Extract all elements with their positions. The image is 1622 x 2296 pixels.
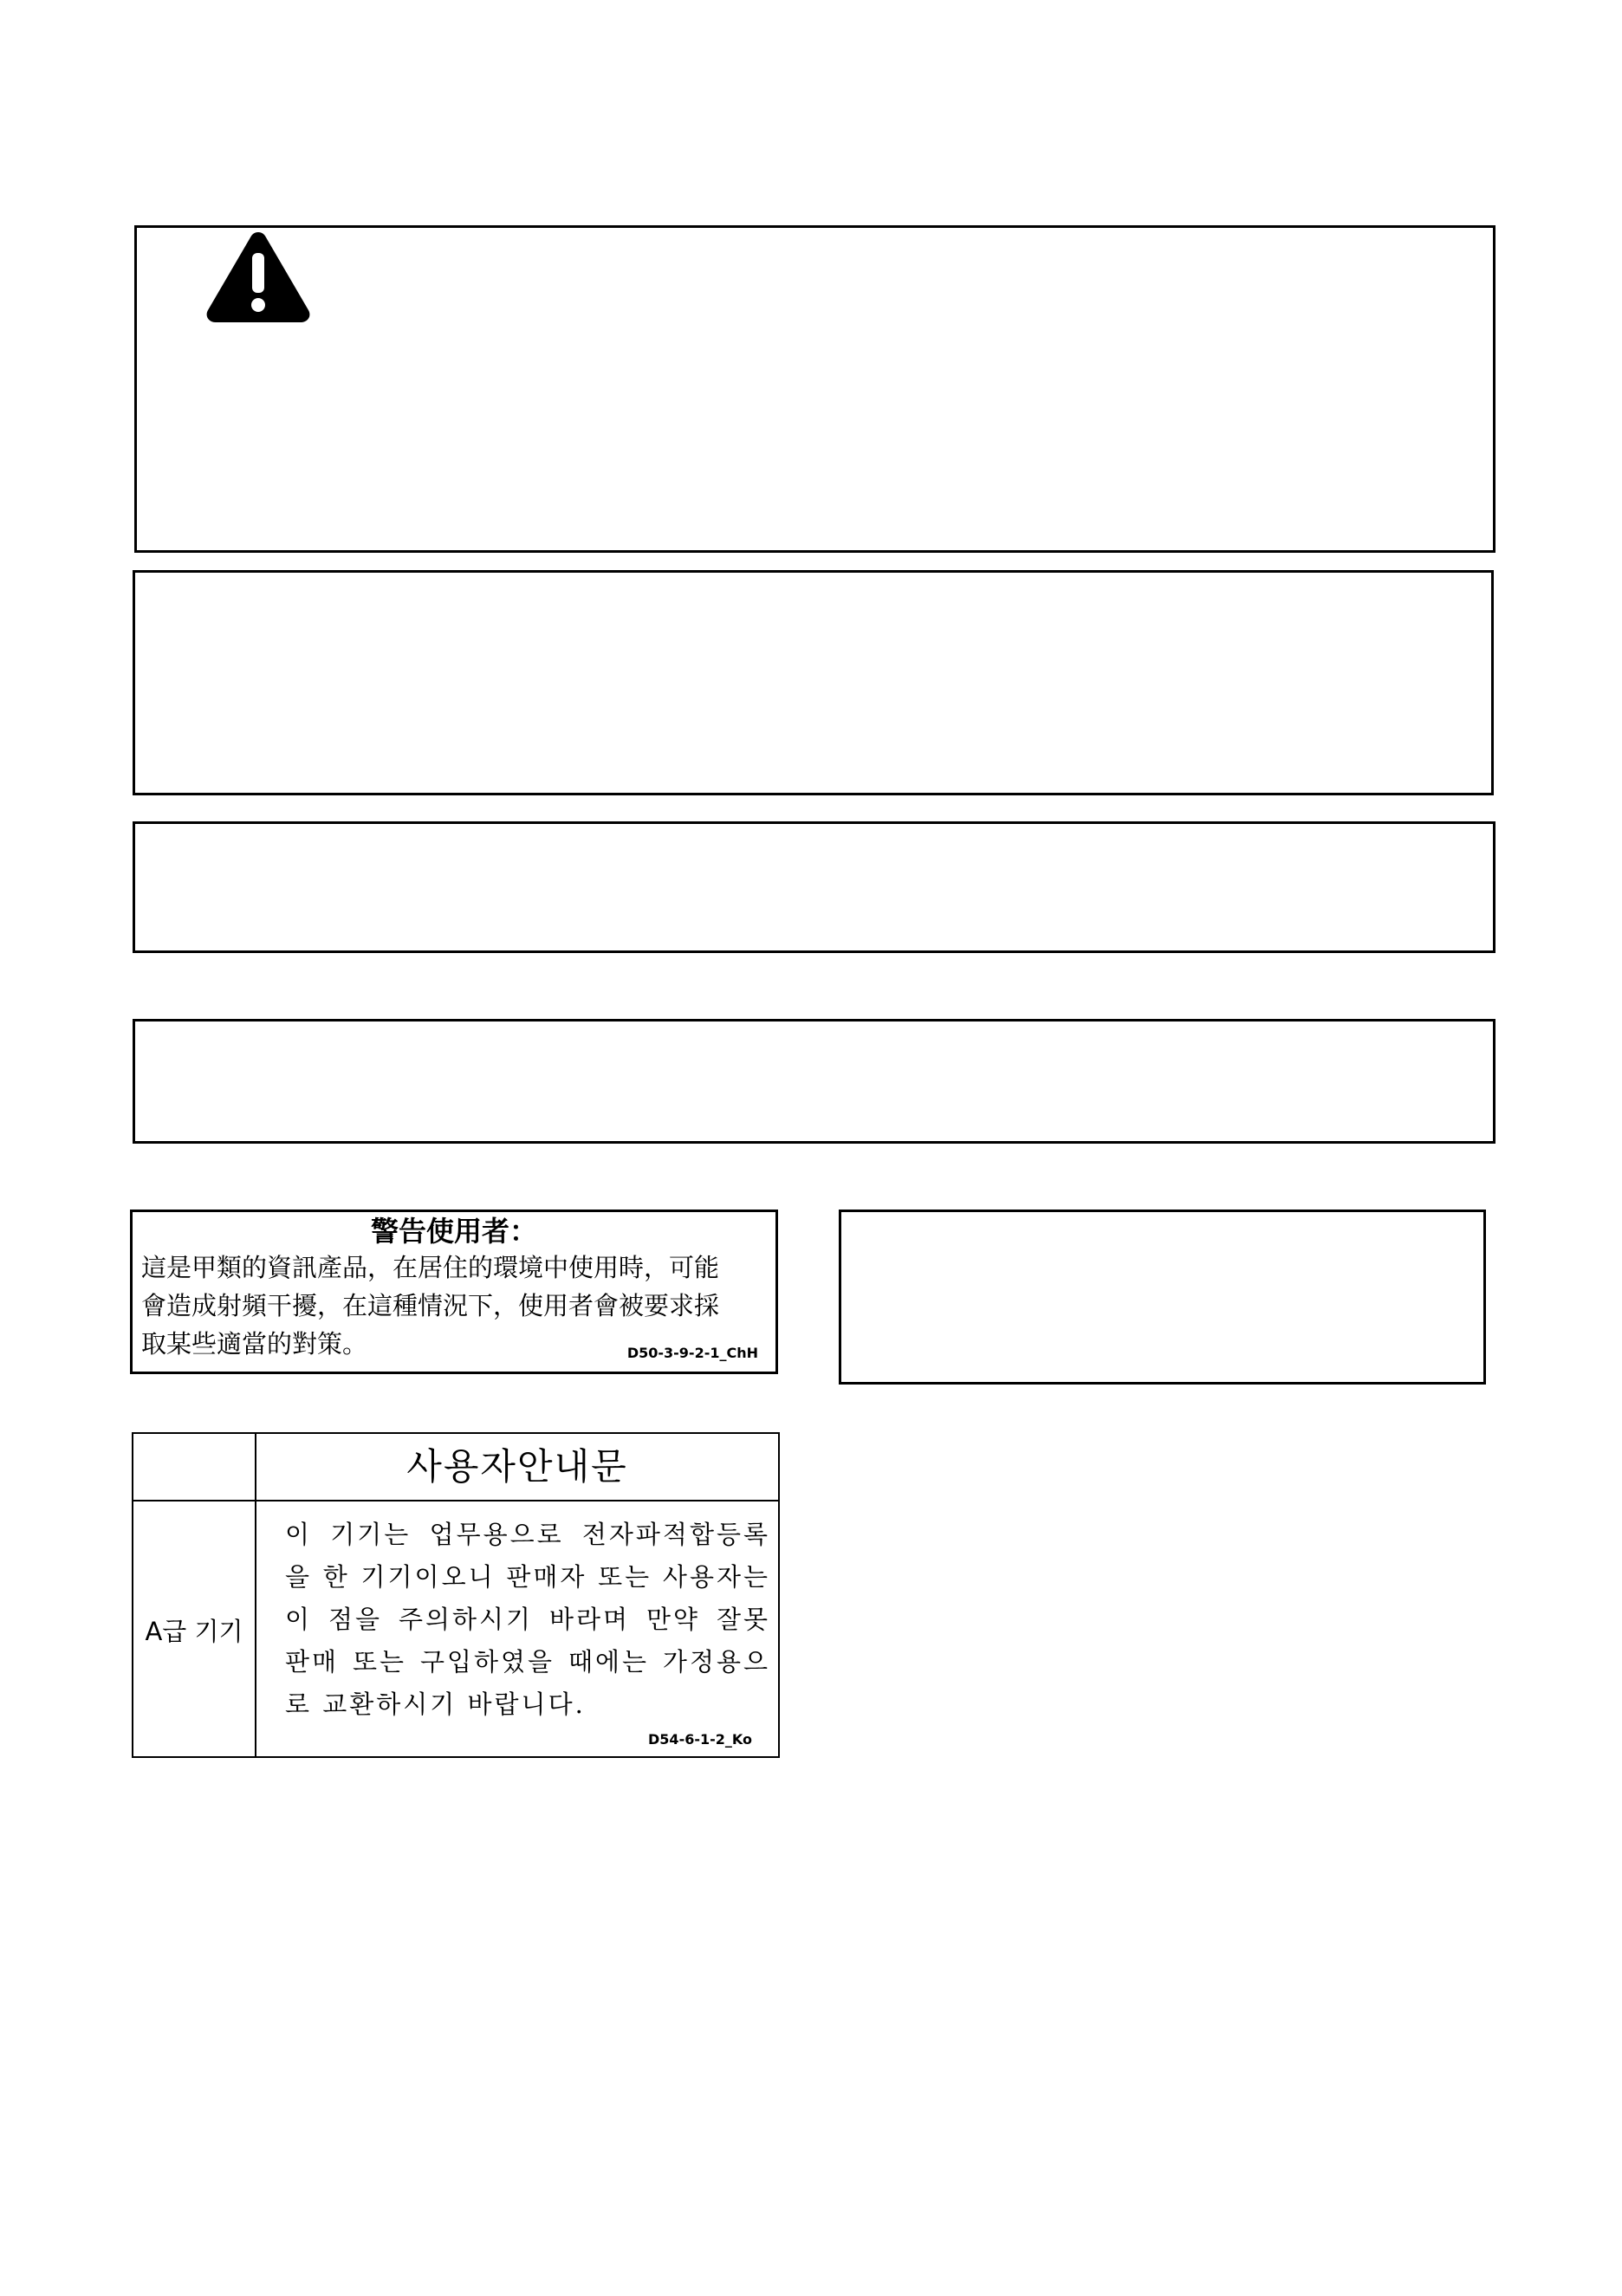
notice-box-4 xyxy=(133,1019,1495,1144)
warning-notice-box xyxy=(134,225,1495,553)
notice-box-2 xyxy=(133,570,1494,795)
chinese-warning-box xyxy=(130,1210,778,1374)
korean-notice-header: 사용자안내문 xyxy=(406,1445,628,1488)
korean-notice-text: 이 기기는 업무용으로 전자파적합등록을 한 기기이오니 판매자 또는 사용자는 이 점을 주의하시기 바라며 만약 잘못 판매 또는 구입하였을 때에는 가정용으로 교환하시기 바랍니다. xyxy=(285,1520,770,1719)
chinese-warning-title: 警告使用者： xyxy=(370,1215,537,1248)
korean-notice-code: D54-6-1-2_Ko xyxy=(648,1731,752,1748)
warning-triangle-icon xyxy=(203,227,314,326)
chinese-warning-code: D50-3-9-2-1_ChH xyxy=(626,1345,758,1361)
korean-device-class: A급 기기 xyxy=(145,1616,243,1646)
chinese-warning-text: 這是甲類的資訊產品，在居住的環境中使用時，可能 會造成射頻干擾，在這種情況下，使用者會被要求採 取某些適當的對策。 xyxy=(141,1253,720,1359)
korean-notice-table xyxy=(132,1432,780,1758)
notice-box-5 xyxy=(839,1210,1486,1385)
notice-box-3 xyxy=(133,821,1495,953)
